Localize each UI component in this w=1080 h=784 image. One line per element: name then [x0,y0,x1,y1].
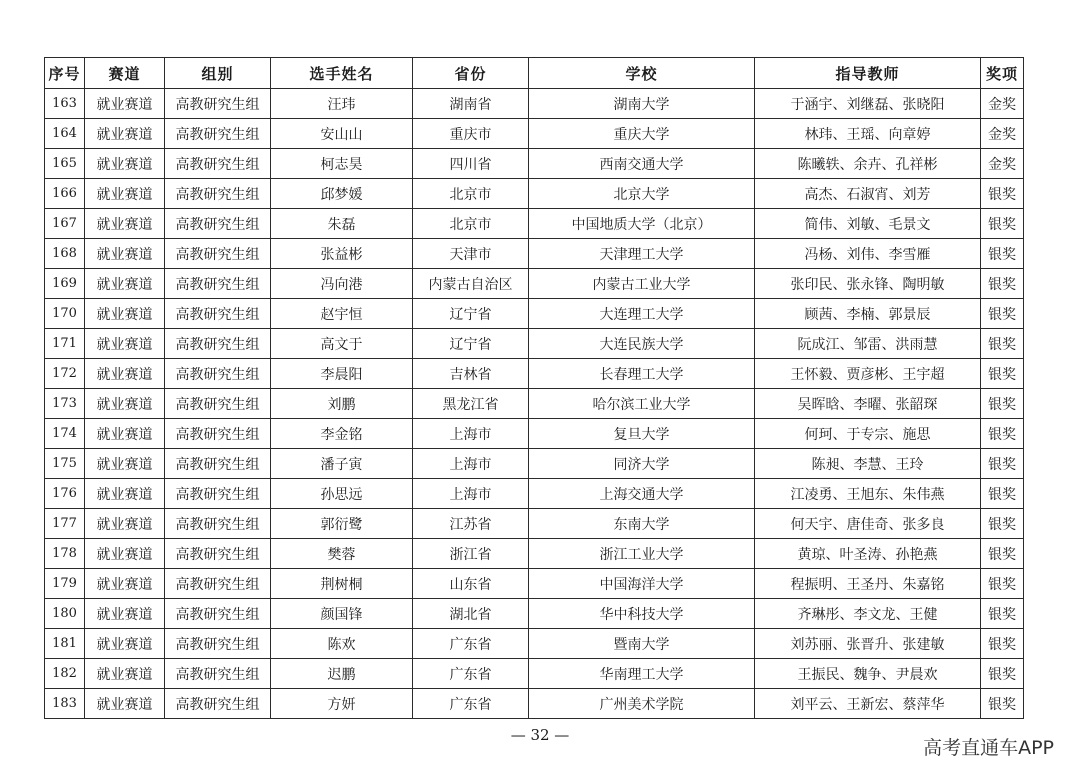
cell-serial-number: 174 [45,419,85,449]
cell-track: 就业赛道 [85,599,165,629]
cell-advisors: 陈昶、李慧、王玲 [755,449,981,479]
cell-serial-number: 173 [45,389,85,419]
cell-award: 金奖 [981,89,1024,119]
cell-serial-number: 178 [45,539,85,569]
table-row [45,599,1024,629]
cell-track: 就业赛道 [85,329,165,359]
cell-serial-number: 179 [45,569,85,599]
cell-province: 北京市 [413,209,529,239]
cell-province: 江苏省 [413,509,529,539]
cell-serial-number: 164 [45,119,85,149]
header-contestant-name: 选手姓名 [271,58,413,89]
cell-group: 高教研究生组 [165,89,271,119]
table-header [45,58,1024,89]
cell-group: 高教研究生组 [165,209,271,239]
table-row [45,509,1024,539]
cell-serial-number: 169 [45,269,85,299]
cell-serial-number: 177 [45,509,85,539]
cell-school: 复旦大学 [529,419,755,449]
table-row [45,689,1024,719]
cell-track: 就业赛道 [85,539,165,569]
page-number: — 32 — [510,726,570,744]
cell-serial-number: 176 [45,479,85,509]
table-row [45,419,1024,449]
cell-advisors: 冯杨、刘伟、李雪雁 [755,239,981,269]
cell-track: 就业赛道 [85,269,165,299]
cell-school: 大连理工大学 [529,299,755,329]
cell-track: 就业赛道 [85,239,165,269]
cell-school: 同济大学 [529,449,755,479]
table-row [45,209,1024,239]
cell-province: 北京市 [413,179,529,209]
cell-award: 银奖 [981,659,1024,689]
table-row [45,119,1024,149]
cell-track: 就业赛道 [85,689,165,719]
cell-award: 银奖 [981,599,1024,629]
cell-award: 银奖 [981,449,1024,479]
cell-award: 银奖 [981,329,1024,359]
cell-school: 内蒙古工业大学 [529,269,755,299]
cell-group: 高教研究生组 [165,329,271,359]
table-row [45,569,1024,599]
cell-school: 华中科技大学 [529,599,755,629]
table-row [45,239,1024,269]
cell-contestant-name: 孙思远 [271,479,413,509]
cell-group: 高教研究生组 [165,629,271,659]
cell-contestant-name: 高文于 [271,329,413,359]
cell-serial-number: 166 [45,179,85,209]
cell-track: 就业赛道 [85,299,165,329]
cell-advisors: 王怀毅、贾彦彬、王宇超 [755,359,981,389]
cell-contestant-name: 樊蓉 [271,539,413,569]
cell-award: 银奖 [981,569,1024,599]
cell-group: 高教研究生组 [165,689,271,719]
cell-province: 上海市 [413,419,529,449]
cell-contestant-name: 李金铭 [271,419,413,449]
cell-group: 高教研究生组 [165,419,271,449]
cell-group: 高教研究生组 [165,269,271,299]
cell-advisors: 程振明、王圣丹、朱嘉铭 [755,569,981,599]
cell-province: 辽宁省 [413,329,529,359]
cell-advisors: 于涵宇、刘继磊、张晓阳 [755,89,981,119]
table-body [45,89,1024,719]
cell-advisors: 何天宇、唐佳奇、张多良 [755,509,981,539]
cell-contestant-name: 郭衍鹭 [271,509,413,539]
table-row [45,89,1024,119]
cell-serial-number: 163 [45,89,85,119]
cell-award: 银奖 [981,299,1024,329]
cell-serial-number: 181 [45,629,85,659]
cell-advisors: 简伟、刘敏、毛景文 [755,209,981,239]
cell-contestant-name: 迟鹏 [271,659,413,689]
cell-track: 就业赛道 [85,389,165,419]
cell-province: 上海市 [413,479,529,509]
cell-school: 长春理工大学 [529,359,755,389]
cell-school: 北京大学 [529,179,755,209]
cell-advisors: 高杰、石淑宵、刘芳 [755,179,981,209]
cell-award: 银奖 [981,359,1024,389]
cell-award: 银奖 [981,269,1024,299]
cell-serial-number: 183 [45,689,85,719]
cell-school: 浙江工业大学 [529,539,755,569]
cell-serial-number: 175 [45,449,85,479]
cell-track: 就业赛道 [85,449,165,479]
cell-track: 就业赛道 [85,119,165,149]
table-row [45,389,1024,419]
cell-school: 暨南大学 [529,629,755,659]
table-row [45,149,1024,179]
cell-advisors: 陈曦轶、余卉、孔祥彬 [755,149,981,179]
cell-contestant-name: 方妍 [271,689,413,719]
cell-advisors: 黄琼、叶圣涛、孙艳燕 [755,539,981,569]
table-row [45,329,1024,359]
table-row [45,359,1024,389]
cell-award: 银奖 [981,179,1024,209]
cell-province: 上海市 [413,449,529,479]
cell-school: 华南理工大学 [529,659,755,689]
cell-group: 高教研究生组 [165,659,271,689]
cell-contestant-name: 汪玮 [271,89,413,119]
cell-school: 天津理工大学 [529,239,755,269]
cell-serial-number: 167 [45,209,85,239]
cell-province: 浙江省 [413,539,529,569]
watermark: 高考直通车APP [923,737,1054,759]
header-award: 奖项 [981,58,1024,89]
cell-group: 高教研究生组 [165,539,271,569]
cell-serial-number: 168 [45,239,85,269]
header-serial-number: 序号 [45,58,85,89]
header-advisors: 指导教师 [755,58,981,89]
table-row [45,449,1024,479]
cell-advisors: 刘苏丽、张晋升、张建敏 [755,629,981,659]
cell-contestant-name: 刘鹏 [271,389,413,419]
cell-serial-number: 170 [45,299,85,329]
cell-award: 银奖 [981,539,1024,569]
cell-group: 高教研究生组 [165,509,271,539]
cell-advisors: 林玮、王瑶、向章婷 [755,119,981,149]
cell-award: 金奖 [981,119,1024,149]
cell-contestant-name: 颜国锋 [271,599,413,629]
cell-group: 高教研究生组 [165,569,271,599]
header-track: 赛道 [85,58,165,89]
cell-group: 高教研究生组 [165,599,271,629]
cell-group: 高教研究生组 [165,479,271,509]
cell-province: 天津市 [413,239,529,269]
cell-school: 大连民族大学 [529,329,755,359]
cell-advisors: 齐琳彤、李文龙、王健 [755,599,981,629]
cell-province: 吉林省 [413,359,529,389]
cell-province: 四川省 [413,149,529,179]
cell-province: 山东省 [413,569,529,599]
table-row [45,299,1024,329]
cell-advisors: 王振民、魏争、尹晨欢 [755,659,981,689]
cell-group: 高教研究生组 [165,299,271,329]
cell-school: 湖南大学 [529,89,755,119]
cell-school: 重庆大学 [529,119,755,149]
cell-contestant-name: 李晨阳 [271,359,413,389]
cell-province: 重庆市 [413,119,529,149]
cell-track: 就业赛道 [85,359,165,389]
cell-advisors: 张印民、张永锋、陶明敏 [755,269,981,299]
table-row [45,659,1024,689]
cell-track: 就业赛道 [85,209,165,239]
header-group: 组别 [165,58,271,89]
cell-advisors: 江凌勇、王旭东、朱伟燕 [755,479,981,509]
cell-province: 广东省 [413,629,529,659]
cell-advisors: 阮成江、邹雷、洪雨慧 [755,329,981,359]
cell-advisors: 顾茜、李楠、郭景辰 [755,299,981,329]
cell-group: 高教研究生组 [165,449,271,479]
cell-serial-number: 180 [45,599,85,629]
cell-track: 就业赛道 [85,509,165,539]
cell-track: 就业赛道 [85,89,165,119]
cell-province: 内蒙古自治区 [413,269,529,299]
cell-advisors: 刘平云、王新宏、蔡萍华 [755,689,981,719]
cell-school: 中国地质大学（北京） [529,209,755,239]
table-row [45,179,1024,209]
cell-contestant-name: 陈欢 [271,629,413,659]
cell-province: 广东省 [413,689,529,719]
cell-serial-number: 172 [45,359,85,389]
cell-province: 湖北省 [413,599,529,629]
cell-group: 高教研究生组 [165,389,271,419]
cell-track: 就业赛道 [85,419,165,449]
cell-school: 中国海洋大学 [529,569,755,599]
table-row [45,269,1024,299]
cell-school: 上海交通大学 [529,479,755,509]
cell-track: 就业赛道 [85,569,165,599]
cell-province: 黑龙江省 [413,389,529,419]
cell-province: 广东省 [413,659,529,689]
cell-contestant-name: 张益彬 [271,239,413,269]
cell-group: 高教研究生组 [165,359,271,389]
cell-award: 银奖 [981,239,1024,269]
cell-group: 高教研究生组 [165,149,271,179]
cell-serial-number: 182 [45,659,85,689]
cell-school: 西南交通大学 [529,149,755,179]
cell-award: 银奖 [981,689,1024,719]
cell-contestant-name: 安山山 [271,119,413,149]
header-province: 省份 [413,58,529,89]
cell-track: 就业赛道 [85,629,165,659]
cell-award: 银奖 [981,389,1024,419]
cell-contestant-name: 邱梦媛 [271,179,413,209]
table-row [45,629,1024,659]
award-list-table [44,57,1024,719]
cell-school: 哈尔滨工业大学 [529,389,755,419]
cell-contestant-name: 赵宇恒 [271,299,413,329]
cell-award: 金奖 [981,149,1024,179]
cell-school: 东南大学 [529,509,755,539]
cell-serial-number: 171 [45,329,85,359]
cell-group: 高教研究生组 [165,239,271,269]
header-row [45,58,1024,89]
cell-contestant-name: 冯向港 [271,269,413,299]
cell-contestant-name: 朱磊 [271,209,413,239]
cell-track: 就业赛道 [85,479,165,509]
cell-school: 广州美术学院 [529,689,755,719]
cell-award: 银奖 [981,629,1024,659]
cell-advisors: 吴晖晗、李曜、张韶琛 [755,389,981,419]
cell-group: 高教研究生组 [165,119,271,149]
cell-award: 银奖 [981,479,1024,509]
cell-track: 就业赛道 [85,149,165,179]
cell-province: 湖南省 [413,89,529,119]
cell-award: 银奖 [981,419,1024,449]
cell-group: 高教研究生组 [165,179,271,209]
cell-contestant-name: 柯志昊 [271,149,413,179]
cell-contestant-name: 潘子寅 [271,449,413,479]
cell-track: 就业赛道 [85,179,165,209]
cell-advisors: 何珂、于专宗、施思 [755,419,981,449]
cell-award: 银奖 [981,209,1024,239]
cell-province: 辽宁省 [413,299,529,329]
table-row [45,539,1024,569]
cell-award: 银奖 [981,509,1024,539]
cell-contestant-name: 荆树桐 [271,569,413,599]
cell-track: 就业赛道 [85,659,165,689]
header-school: 学校 [529,58,755,89]
table-row [45,479,1024,509]
cell-serial-number: 165 [45,149,85,179]
